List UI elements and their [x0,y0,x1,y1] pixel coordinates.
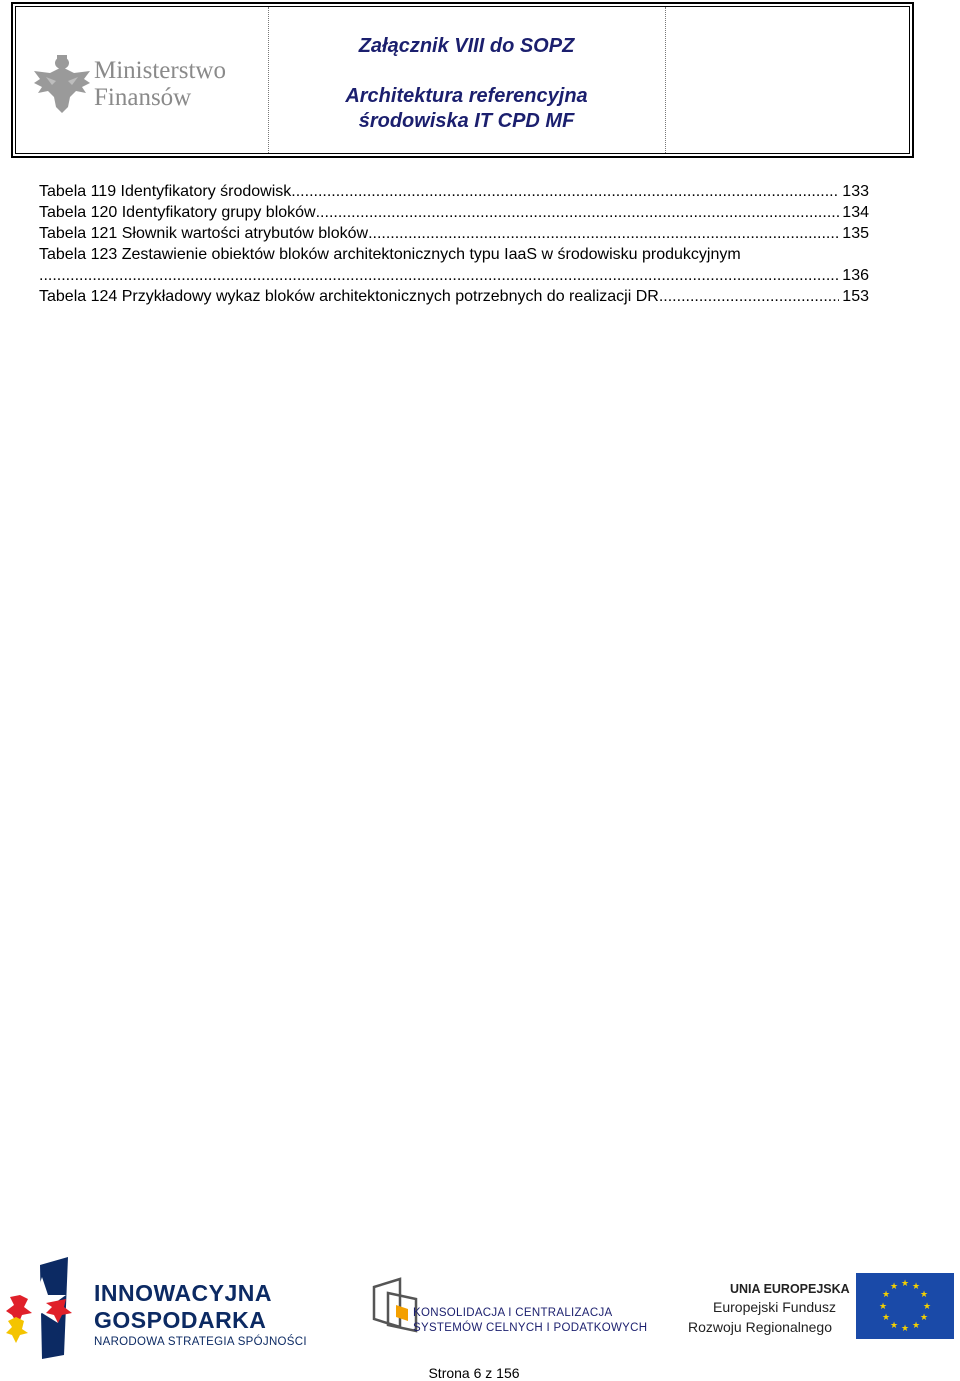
toc-entry-label: Tabela 120 Identyfikatory grupy bloków [39,204,316,221]
polish-eagle-icon [32,53,92,117]
toc-leader-dots [368,223,839,244]
ministry-name [94,57,226,111]
toc-entry-label: Tabela 123 Zestawienie obiektów bloków architektonicznych typu IaaS w środowisku produkcyjnym [39,246,741,263]
svg-text:★: ★ [922,1302,932,1312]
document-title-line2: środowiska IT CPD MF [358,110,575,132]
toc-entry-page: 135 [842,225,869,242]
svg-text:★: ★ [919,1313,929,1323]
list-of-tables [39,181,869,307]
document-header [11,2,914,158]
page-number: Strona 6 z 156 [428,1365,520,1381]
svg-text:★: ★ [889,1321,899,1331]
svg-text:★: ★ [878,1302,888,1312]
ig-subtitle: NARODOWA STRATEGIA SPÓJNOŚCI [94,1336,307,1348]
svg-text:★: ★ [881,1313,891,1323]
toc-entry-page: 133 [842,183,869,200]
kc-title-line1: KONSOLIDACJA I CENTRALIZACJA [413,1307,613,1319]
toc-entry-page: 136 [842,267,869,284]
toc-leader-dots [659,286,839,307]
svg-text:★: ★ [881,1290,891,1300]
toc-entry-label: Tabela 121 Słownik wartości atrybutów bloków [39,225,369,242]
svg-text:★: ★ [889,1282,899,1292]
toc-leader-dots [39,265,839,286]
toc-leader-dots [291,181,839,202]
header-empty-cell [665,7,909,153]
eu-fund-line2: Rozwoju Regionalnego [688,1319,832,1335]
ministry-line1: Ministerstwo [94,57,226,84]
annex-title: Załącznik VIII do SOPZ [358,35,575,57]
toc-entry[interactable] [39,202,869,223]
ig-title-line1: INNOWACYJNA [94,1280,273,1306]
document-title-line1: Architektura referencyjna [345,85,588,107]
svg-text:★: ★ [900,1324,910,1334]
toc-entry[interactable] [39,244,869,286]
eu-title: UNIA EUROPEJSKA [730,1282,850,1296]
eu-flag-icon [856,1273,954,1339]
toc-leader-dots [316,202,840,223]
svg-text:★: ★ [900,1279,910,1289]
toc-entry[interactable] [39,286,869,307]
toc-entry-page: 134 [842,204,869,221]
header-table [15,6,910,154]
ministry-line2: Finansów [94,84,192,111]
toc-entry-label: Tabela 119 Identyfikatory środowisk [39,183,292,200]
innowacyjna-gospodarka-logo-icon [6,1255,76,1359]
svg-text:★: ★ [911,1282,921,1292]
kc-title-line2: SYSTEMÓW CELNYCH I PODATKOWYCH [413,1322,648,1334]
header-title-cell [268,7,666,153]
ig-title-line2: GOSPODARKA [94,1307,267,1333]
toc-entry[interactable] [39,181,869,202]
toc-entry-label: Tabela 124 Przykładowy wykaz bloków architektonicznych potrzebnych do realizacji DR [39,288,659,305]
toc-entry-page: 153 [842,288,869,305]
toc-entry-continuation [39,265,869,286]
svg-text:★: ★ [911,1321,921,1331]
eu-fund-line1: Europejski Fundusz [713,1299,836,1315]
header-logo-cell [16,7,269,153]
toc-entry[interactable] [39,223,869,244]
footer-logos [0,1250,960,1360]
svg-text:★: ★ [919,1290,929,1300]
